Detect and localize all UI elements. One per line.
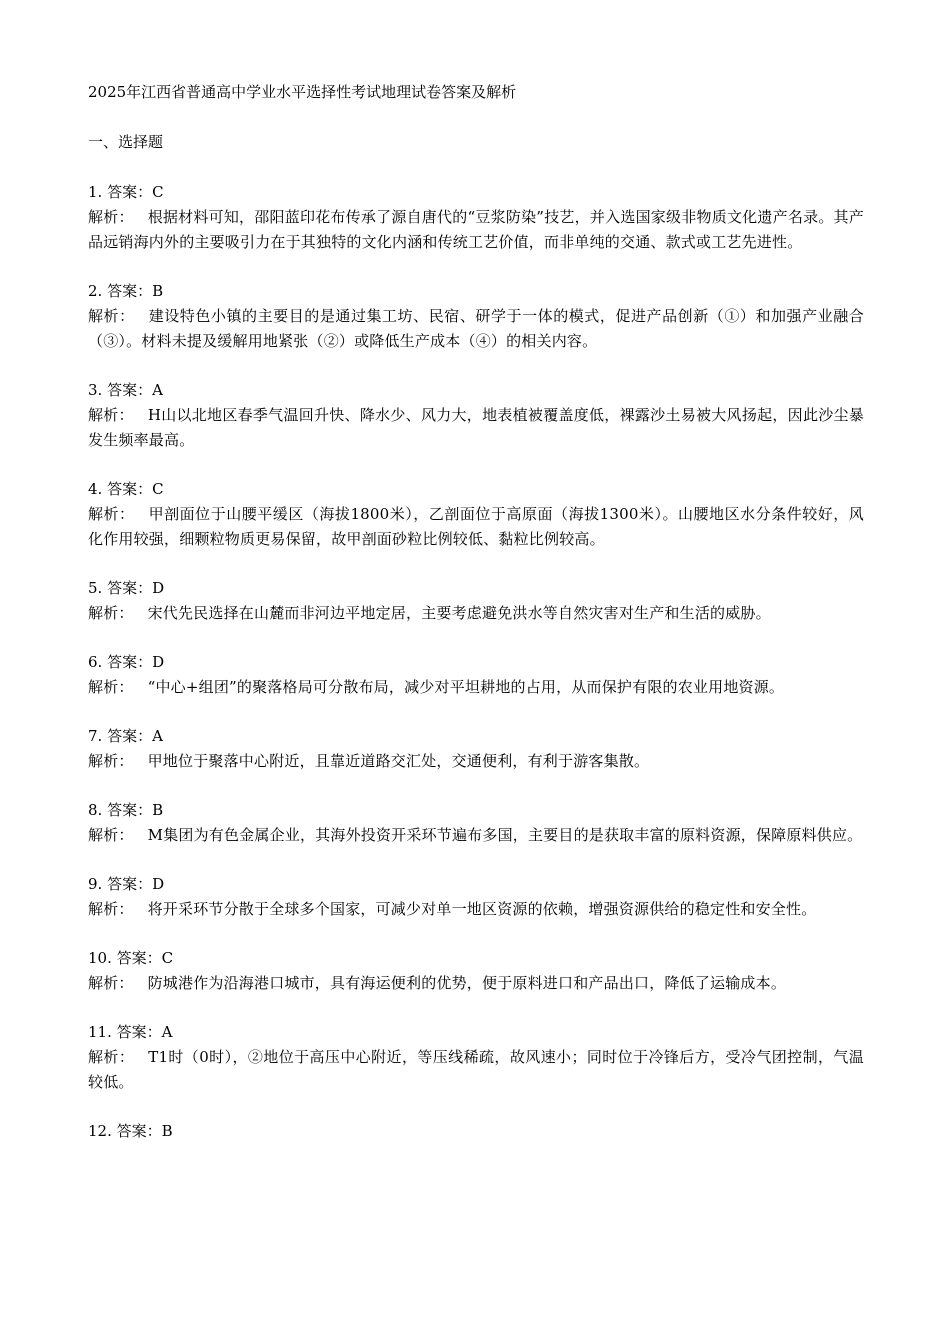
- document-title: 2025年江西省普通高中学业水平选择性考试地理试卷答案及解析: [88, 83, 517, 101]
- analysis-body: T1时（0时），②地位于高压中心附近，等压线稀疏，故风速小；同时位于冷锋后方，受冷气团控制，气温较低。: [88, 1048, 864, 1091]
- question-number: 7.: [88, 727, 103, 745]
- analysis-text: [88, 1045, 864, 1095]
- answer-line: [88, 798, 864, 823]
- analysis-label: 解析：: [88, 208, 134, 226]
- question-number: 3.: [88, 381, 103, 399]
- analysis-body: 建设特色小镇的主要目的是通过集工坊、民宿、研学于一体的模式，促进产品创新（①）和加强产业融合（③）。材料未提及缓解用地紧张（②）或降低生产成本（④）的相关内容。: [88, 307, 864, 350]
- analysis-label: 解析：: [88, 900, 134, 918]
- question-number: 1.: [88, 183, 103, 201]
- analysis-body: M集团为有色金属企业，其海外投资开采环节遍布多国，主要目的是获取丰富的原料资源，保障原料供应。: [147, 826, 863, 844]
- question-number: 9.: [88, 875, 103, 893]
- answer-value: A: [152, 727, 163, 745]
- answer-prefix: 答案：: [107, 727, 153, 745]
- answer-value: D: [152, 579, 165, 597]
- analysis-label: 解析：: [88, 752, 134, 770]
- analysis-label: 解析：: [88, 307, 135, 325]
- answer-item-8: [88, 798, 864, 848]
- answer-line: [88, 872, 864, 897]
- answer-value: D: [152, 653, 165, 671]
- analysis-text: [88, 897, 864, 922]
- answer-line: [88, 576, 864, 601]
- question-number: 8.: [88, 801, 103, 819]
- question-number: 11.: [88, 1023, 112, 1041]
- answer-line: [88, 1020, 864, 1045]
- answer-prefix: 答案：: [107, 381, 153, 399]
- answer-line: [88, 180, 864, 205]
- answer-item-11: [88, 1020, 864, 1095]
- answer-line: [88, 946, 864, 971]
- answer-prefix: 答案：: [116, 1122, 162, 1140]
- analysis-label: 解析：: [88, 826, 134, 844]
- analysis-text: [88, 675, 864, 700]
- answer-prefix: 答案：: [116, 1023, 162, 1041]
- analysis-label: 解析：: [88, 974, 134, 992]
- answer-value: B: [161, 1122, 173, 1140]
- analysis-body: “中心+组团”的聚落格局可分散布局，减少对平坦耕地的占用，从而保护有限的农业用地资源。: [147, 678, 785, 696]
- question-number: 10.: [88, 949, 112, 967]
- analysis-label: 解析：: [88, 406, 134, 424]
- analysis-text: [88, 749, 864, 774]
- analysis-body: 宋代先民选择在山麓而非河边平地定居，主要考虑避免洪水等自然灾害对生产和生活的威胁。: [147, 604, 771, 622]
- answer-prefix: 答案：: [107, 183, 153, 201]
- analysis-label: 解析：: [88, 604, 134, 622]
- answer-prefix: 答案：: [107, 480, 153, 498]
- analysis-body: 根据材料可知，邵阳蓝印花布传承了源自唐代的“豆浆防染”技艺，并入选国家级非物质文化遗产名录。其产品远销海内外的主要吸引力在于其独特的文化内涵和传统工艺价值，而非单纯的交通、款式或工艺先进性。: [88, 208, 864, 251]
- answer-value: A: [152, 381, 163, 399]
- answer-item-3: [88, 378, 864, 453]
- answer-prefix: 答案：: [107, 875, 153, 893]
- question-number: 4.: [88, 480, 103, 498]
- analysis-body: H山以北地区春季气温回升快、降水少、风力大，地表植被覆盖度低，裸露沙土易被大风扬起，因此沙尘暴发生频率最高。: [88, 406, 864, 449]
- answer-prefix: 答案：: [107, 801, 153, 819]
- question-number: 6.: [88, 653, 103, 671]
- analysis-label: 解析：: [88, 505, 135, 523]
- answer-value: C: [161, 949, 174, 967]
- analysis-body: 将开采环节分散于全球多个国家，可减少对单一地区资源的依赖，增强资源供给的稳定性和安全性。: [147, 900, 817, 918]
- answer-value: B: [152, 801, 164, 819]
- analysis-text: [88, 304, 864, 354]
- answer-line: [88, 477, 864, 502]
- analysis-text: [88, 205, 864, 255]
- answer-value: B: [152, 282, 164, 300]
- answer-item-1: [88, 180, 864, 255]
- answer-line: [88, 378, 864, 403]
- analysis-text: [88, 971, 864, 996]
- answer-item-12: [88, 1119, 864, 1144]
- answer-prefix: 答案：: [107, 579, 153, 597]
- analysis-text: [88, 403, 864, 453]
- answer-prefix: 答案：: [116, 949, 162, 967]
- answer-item-7: [88, 724, 864, 774]
- answer-prefix: 答案：: [107, 653, 153, 671]
- question-number: 5.: [88, 579, 103, 597]
- answer-line: [88, 279, 864, 304]
- answer-item-9: [88, 872, 864, 922]
- answer-line: [88, 724, 864, 749]
- question-number: 12.: [88, 1122, 112, 1140]
- analysis-text: [88, 601, 864, 626]
- answer-prefix: 答案：: [107, 282, 153, 300]
- answer-line: [88, 1119, 864, 1144]
- analysis-body: 防城港作为沿海港口城市，具有海运便利的优势，便于原料进口和产品出口，降低了运输成本。: [147, 974, 787, 992]
- answer-value: A: [161, 1023, 173, 1041]
- question-number: 2.: [88, 282, 103, 300]
- analysis-label: 解析：: [88, 678, 134, 696]
- answer-value: D: [152, 875, 165, 893]
- answer-item-10: [88, 946, 864, 996]
- document-page: [88, 80, 864, 1168]
- answer-line: [88, 650, 864, 675]
- answer-value: C: [152, 480, 164, 498]
- analysis-text: [88, 823, 864, 848]
- analysis-body: 甲剖面位于山腰平缓区（海拔1800米），乙剖面位于高原面（海拔1300米）。山腰地区水分条件较好，风化作用较强，细颗粒物质更易保留，故甲剖面砂粒比例较低、黏粒比例较高。: [88, 505, 864, 548]
- answer-item-5: [88, 576, 864, 626]
- analysis-body: 甲地位于聚落中心附近，且靠近道路交汇处，交通便利，有利于游客集散。: [147, 752, 650, 770]
- section-title: 一、选择题: [88, 133, 164, 151]
- answer-item-4: [88, 477, 864, 552]
- answer-value: C: [152, 183, 164, 201]
- analysis-text: [88, 502, 864, 552]
- analysis-label: 解析：: [88, 1048, 135, 1066]
- answer-item-6: [88, 650, 864, 700]
- answer-item-2: [88, 279, 864, 354]
